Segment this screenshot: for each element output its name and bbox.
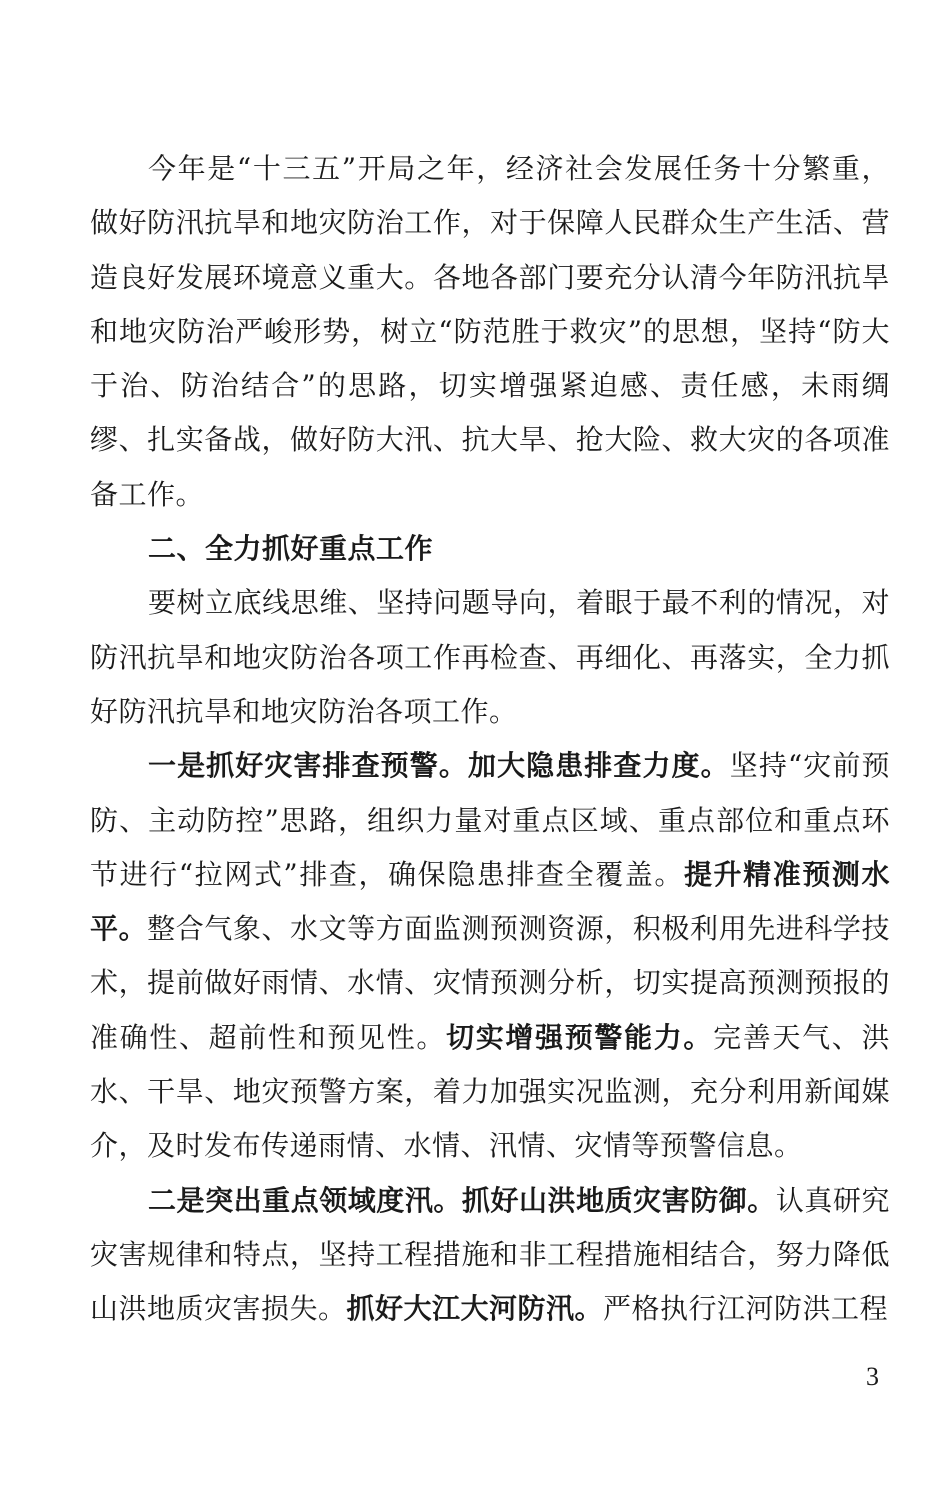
point-one-lead: 一是抓好灾害排查预警。 xyxy=(148,749,468,783)
point-one-sub3-text: 完善天气、洪水、干旱、地灾预警方案，着力加强实况监测，充分利用新闻媒介，及时发布传递雨情、水情、汛情、灾情等预警信息。 xyxy=(90,1020,890,1163)
point-one-sub1-title: 加大隐患排查力度。 xyxy=(467,749,730,783)
page-number: 3 xyxy=(866,1362,879,1391)
point-one-sub2-title: 提升精准预测水平。 xyxy=(90,857,890,946)
point-two-sub2-text: 严格执行江河防洪工程 xyxy=(603,1292,889,1326)
paragraph-key-areas xyxy=(90,1174,890,1337)
point-two-lead: 二是突出重点领域度汛。 xyxy=(148,1183,462,1217)
point-one-sub3-title: 切实增强预警能力。 xyxy=(446,1020,714,1054)
document-body xyxy=(90,142,890,1337)
point-two-sub1-text: 认真研究灾害规律和特点，坚持工程措施和非工程措施相结合，努力降低山洪地质灾害损失。 xyxy=(90,1183,890,1326)
section-heading-2: 二、全力抓好重点工作 xyxy=(148,532,434,566)
paragraph-disaster-warning xyxy=(90,739,890,1173)
point-two-sub1-title: 抓好山洪地质灾害防御。 xyxy=(461,1183,776,1217)
point-one-sub2-text: 整合气象、水文等方面监测预测资源，积极利用先进科学技术，提前做好雨情、水情、灾情预测分析，切实提高预测预报的准确性、超前性和预见性。 xyxy=(90,912,890,1054)
point-one-sub1-text: 坚持“灾前预防、主动防控”思路，组织力量对重点区域、重点部位和重点环节进行“拉网式”排查，确保隐患排查全覆盖。 xyxy=(90,749,890,891)
point-two-sub2-title: 抓好大江大河防汛。 xyxy=(346,1292,604,1326)
paragraph-situation: 今年是“十三五”开局之年，经济社会发展任务十分繁重，做好防汛抗旱和地灾防治工作，对于保障人民群众生产生活、营造良好发展环境意义重大。各地各部门要充分认清今年防汛抗旱和地灾防治严峻形势，树立“防范胜于救灾”的思想，坚持“防大于治、防治结合”的思路，切实增强紧迫感、责任感，未雨绸缪、扎实备战，做好防大汛、抗大旱、抢大险、救大灾的各项准备工作。 xyxy=(90,152,890,511)
paragraph-bottom-line-thinking: 要树立底线思维、坚持问题导向，着眼于最不利的情况，对防汛抗旱和地灾防治各项工作再检查、再细化、再落实，全力抓好防汛抗旱和地灾防治各项工作。 xyxy=(90,586,890,728)
